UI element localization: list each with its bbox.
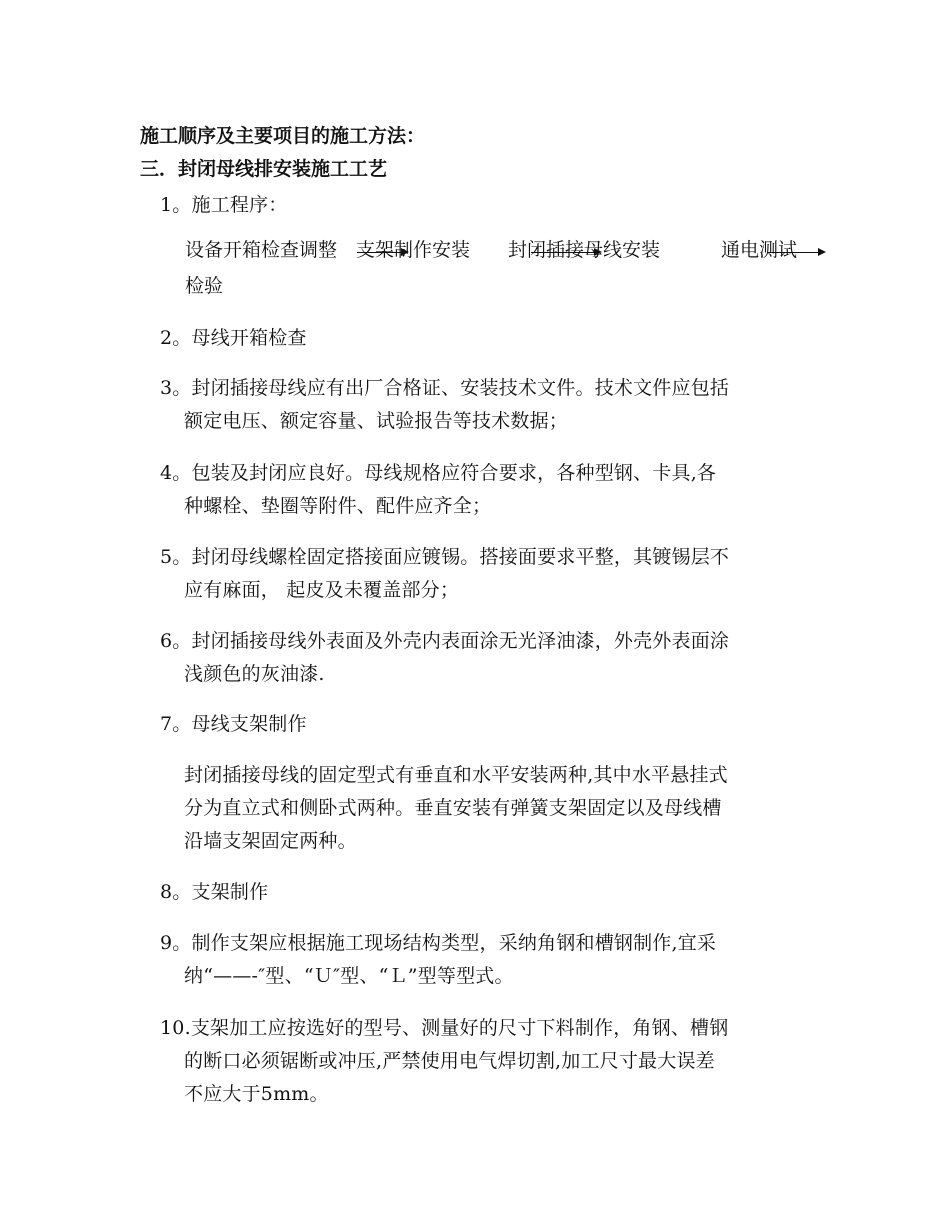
flow-step-4: 通电测试: [721, 239, 798, 261]
flow-arrow-2: [531, 252, 596, 253]
item-5-line-2: 应有麻面， 起皮及未覆盖部分；: [184, 579, 460, 601]
item-3-line-2: 额定电压、额定容量、试验报告等技术数据；: [184, 410, 569, 432]
section-title: 施工顺序及主要项目的施工方法：: [140, 125, 426, 147]
construction-flow: [185, 235, 845, 305]
item-5-line-1: 5。封闭母线螺栓固定搭接面应镀锡。搭接面要求平整，其镀锡层不: [160, 546, 730, 568]
item-7: 7。母线支架制作: [160, 713, 307, 735]
item-7-body-line-2: 分为直立式和侧卧式两种。垂直安装有弹簧支架固定以及母线槽: [184, 797, 722, 819]
flow-step-3: 封闭插接母线安装: [508, 239, 661, 261]
item-4-line-2: 种螺栓、垫圈等附件、配件应齐全；: [184, 495, 492, 517]
item-8: 8。支架制作: [160, 881, 269, 903]
item-10-line-1: 10.支架加工应按选好的型号、测量好的尺寸下料制作，角钢、槽钢: [160, 1017, 729, 1039]
flow-arrow-1: [357, 252, 403, 253]
item-9-line-1: 9。制作支架应根据施工现场结构类型，采纳角钢和槽钢制作,宜采: [160, 932, 717, 954]
item-3-line-1: 3。封闭插接母线应有出厂合格证、安装技术文件。技术文件应包括: [160, 377, 730, 399]
item-10-line-2: 的断口必须锯断或冲压,严禁使用电气焊切割,加工尺寸最大误差: [184, 1050, 715, 1072]
item-1-label: 1。施工程序：: [160, 194, 288, 216]
flow-step-5: 检验: [185, 275, 224, 297]
flow-step-1: 设备开箱检查调整: [185, 239, 338, 261]
item-2: 2。母线开箱检查: [160, 327, 307, 349]
flow-arrow-3: [768, 252, 820, 253]
item-4-line-1: 4。包装及封闭应良好。母线规格应符合要求，各种型钢、卡具,各: [160, 462, 717, 484]
item-10-line-3: 不应大于5mm。: [184, 1083, 329, 1105]
subsection-title: 三．封闭母线排安装施工工艺: [140, 158, 388, 180]
item-6-line-2: 浅颜色的灰油漆.: [184, 663, 325, 685]
flow-step-2: 支架制作安装: [356, 239, 471, 261]
item-6-line-1: 6。封闭插接母线外表面及外壳内表面涂无光泽油漆，外壳外表面涂: [160, 630, 730, 652]
item-9-line-2: 纳“——-″型、“Ｕ″型、“Ｌ”型等型式。: [184, 965, 514, 987]
item-7-body-line-1: 封闭插接母线的固定型式有垂直和水平安装两种,其中水平悬挂式: [184, 764, 728, 786]
item-7-body-line-3: 沿墙支架固定两种。: [184, 830, 357, 852]
